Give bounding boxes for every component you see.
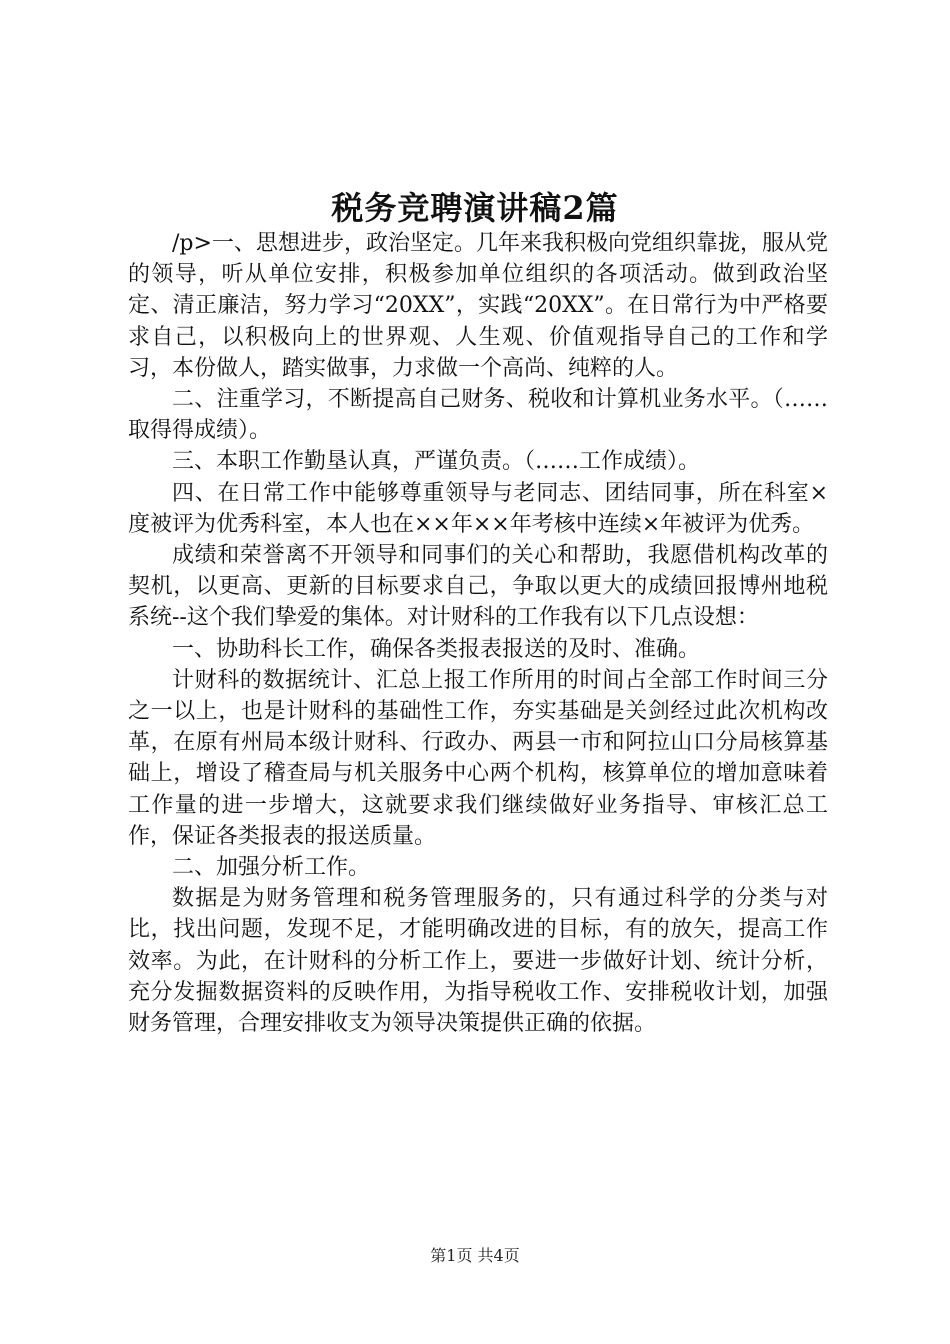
- paragraph-9: 数据是为财务管理和税务管理服务的，只有通过科学的分类与对比，找出问题，发现不足，才能明确改进的目标，有的放矢，提高工作效率。为此，在计财科的分析工作上，要进一步做好计划、统计分析，充分发掘数据资料的反映作用，为指导税收工作、安排税收计划，加强财务管理，合理安排收支为领导决策提供正确的依据。: [128, 886, 828, 1037]
- paragraph-5: 成绩和荣誉离不开领导和同事们的关心和帮助，我愿借机构改革的契机，以更高、更新的目标要求自己，争取以更大的成绩回报博州地税系统--这个我们挚爱的集体。对计财科的工作我有以下几点设想：: [128, 543, 828, 631]
- paragraph-4: 四、在日常工作中能够尊重领导与老同志、团结同事，所在科室×度被评为优秀科室，本人也在××年××年考核中连续×年被评为优秀。: [128, 480, 828, 537]
- paragraph-8: 二、加强分析工作。: [172, 855, 371, 881]
- paragraph-7: 计财科的数据统计、汇总上报工作所用的时间占全部工作时间三分之一以上，也是计财科的基础性工作，夯实基础是关剑经过此次机构改革，在原有州局本级计财科、行政办、两县一市和阿拉山口分局核算基础上，增设了稽查局与机关服务中心两个机构，核算单位的增加意味着工作量的进一步增大，这就要求我们继续做好业务指导、审核汇总工作，保证各类报表的报送质量。: [128, 667, 828, 849]
- document-title: 税务竞聘演讲稿2篇: [331, 189, 619, 227]
- paragraph-3: 三、本职工作勤垦认真，严谨负责。（……工作成绩）。: [172, 449, 701, 475]
- document-body: [128, 228, 828, 1039]
- paragraph-2: 二、注重学习，不断提高自己财务、税收和计算机业务水平。（……取得得成绩）。: [128, 387, 828, 444]
- paragraph-1: /p>一、思想进步，政治坚定。几年来我积极向党组织靠拢，服从党的领导，听从单位安排，积极参加单位组织的各项活动。做到政治坚定、清正廉洁，努力学习“20XX”，实践“20XX”。在日常行为中严格要求自己，以积极向上的世界观、人生观、价值观指导自己的工作和学习，本份做人，踏实做事，力求做一个高尚、纯粹的人。: [128, 231, 828, 381]
- paragraph-6: 一、协助科长工作，确保各类报表报送的及时、准确。: [172, 636, 701, 662]
- page-number-footer: 第1页 共4页: [430, 1246, 520, 1265]
